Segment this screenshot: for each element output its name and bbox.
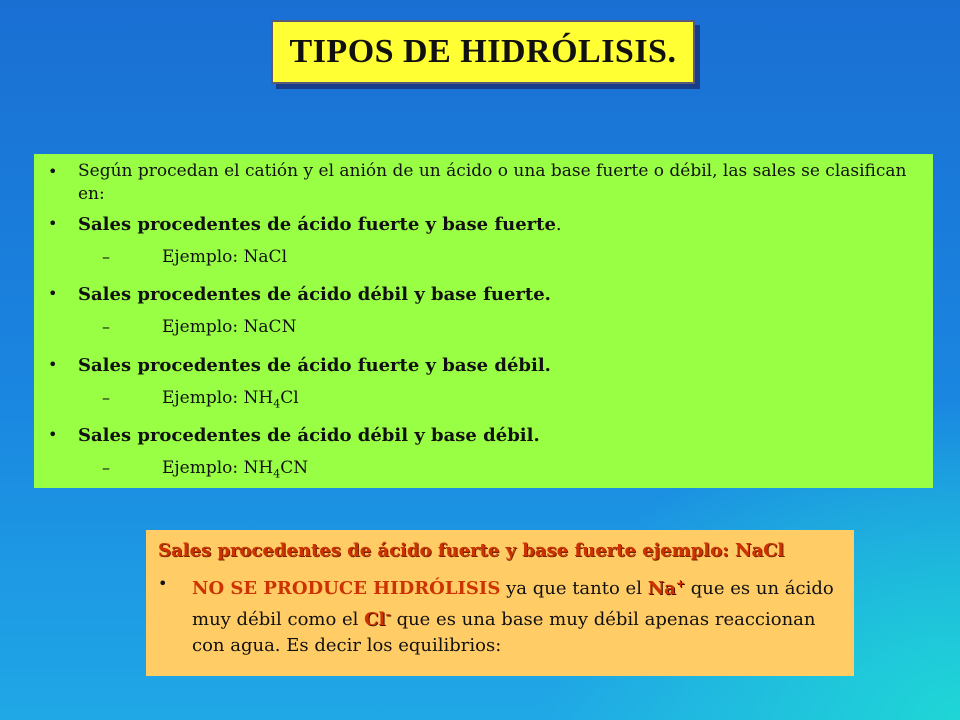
list-item bbox=[48, 353, 909, 379]
category-heading: Sales procedentes de ácido débil y base fuerte. bbox=[78, 284, 551, 306]
example-row bbox=[48, 455, 909, 487]
dash-icon: – bbox=[102, 317, 110, 337]
title-box bbox=[271, 20, 695, 84]
dash-icon: – bbox=[102, 387, 110, 407]
bullet-icon: • bbox=[48, 284, 58, 304]
bullet-icon: • bbox=[48, 162, 58, 181]
bullet-icon: • bbox=[48, 425, 58, 445]
bullet-icon: • bbox=[158, 574, 168, 593]
category-heading: Sales procedentes de ácido fuerte y base fuerte. bbox=[78, 214, 562, 235]
example-text: Ejemplo: $NH_4CN$ bbox=[162, 458, 309, 481]
nacl-heading: Sales procedentes de ácido fuerte y base fuerte ejemplo: NaCl bbox=[158, 540, 785, 561]
nacl-explanation-box bbox=[146, 530, 854, 676]
list-item-intro bbox=[48, 160, 909, 206]
dash-icon: – bbox=[102, 458, 110, 478]
list-item bbox=[48, 282, 909, 308]
intro-text: Según procedan el catión y el anión de un ácido o una base fuerte o débil, las sales se clasifican en: bbox=[78, 161, 907, 204]
list-item bbox=[48, 423, 909, 449]
category-heading: Sales procedentes de ácido débil y base débil. bbox=[78, 425, 540, 447]
example-row bbox=[48, 385, 909, 417]
classification-box bbox=[34, 154, 933, 488]
example-text: Ejemplo: NaCl bbox=[162, 247, 288, 267]
bullet-icon: • bbox=[48, 354, 58, 374]
dash-icon: – bbox=[102, 247, 110, 266]
category-heading: Sales procedentes de ácido fuerte y base débil. bbox=[78, 354, 551, 376]
list-item bbox=[48, 212, 909, 238]
slide-title: TIPOS DE HIDRÓLISIS. bbox=[289, 33, 677, 70]
example-text: Ejemplo: NaCN bbox=[162, 317, 297, 338]
list-item bbox=[158, 571, 842, 659]
example-text: Ejemplo: $NH_4Cl$ bbox=[162, 387, 299, 411]
bullet-icon: • bbox=[48, 214, 58, 233]
example-row bbox=[48, 314, 909, 346]
example-row bbox=[48, 244, 909, 276]
nacl-explanation-text: NO SE PRODUCE HIDRÓLISIS ya que tanto el Na+ que es un ácido muy débil como el Cl– que es una base muy débil apenas reaccionan con agua. Es decir los equilibrios: bbox=[192, 577, 834, 656]
